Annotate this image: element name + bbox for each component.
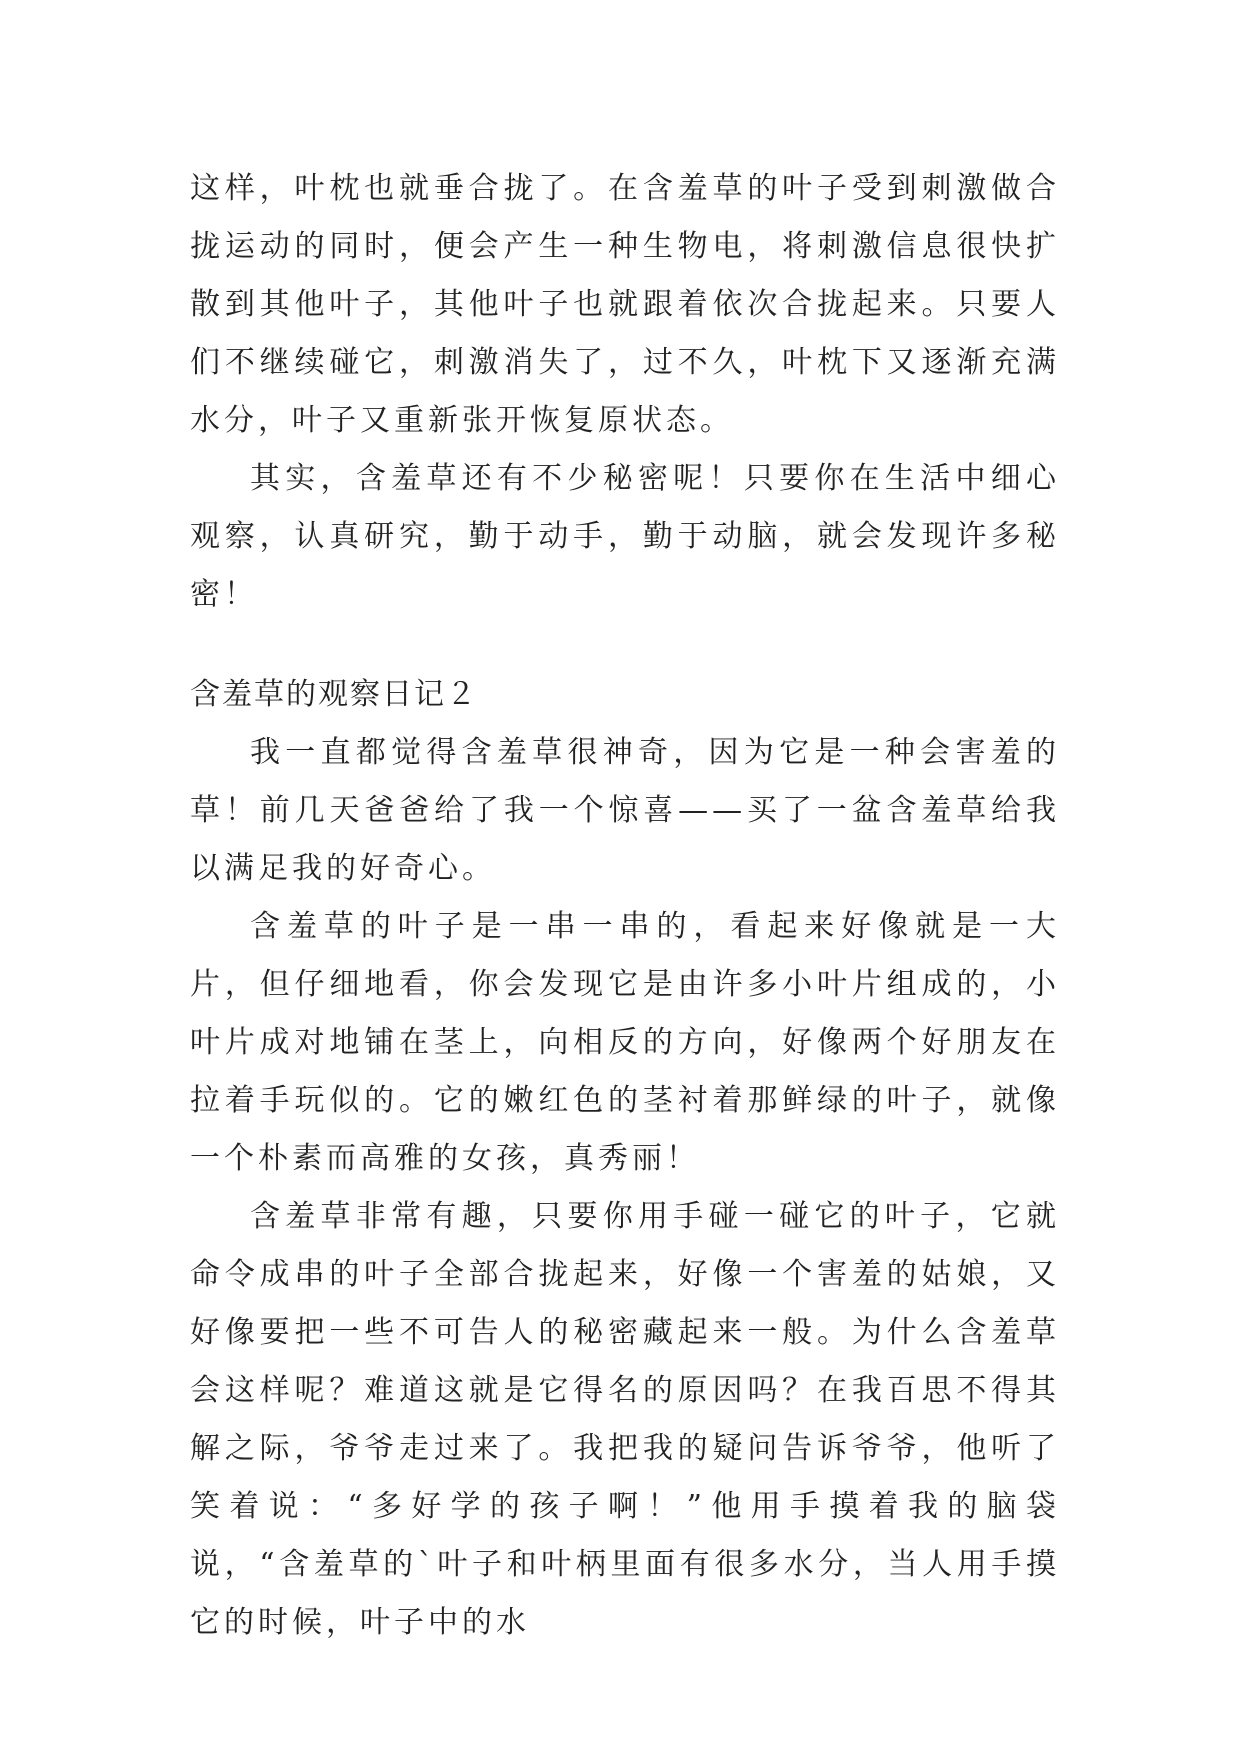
- paragraph-secrets: 其实，含羞草还有不少秘密呢！只要你在生活中细心观察，认真研究，勤于动手，勤于动脑，就会发现许多秘密！: [190, 461, 1060, 612]
- document-body: [190, 160, 1060, 1652]
- paragraph-leaf-description: 含羞草的叶子是一串一串的，看起来好像就是一大片，但仔细地看，你会发现它是由许多小叶片组成的，小叶片成对地铺在茎上，向相反的方向，好像两个好朋友在拉着手玩似的。它的嫩红色的茎衬着那鲜绿的叶子，就像一个朴素而高雅的女孩，真秀丽！: [190, 909, 1060, 1176]
- section-title: 含羞草的观察日记２: [190, 677, 478, 712]
- paragraph-leaf-closing: 这样，叶枕也就垂合拢了。在含羞草的叶子受到刺激做合拢运动的同时，便会产生一种生物电，将刺激信息很快扩散到其他叶子，其他叶子也就跟着依次合拢起来。只要人们不继续碰它，刺激消失了，过不久，叶枕下又逐渐充满水分，叶子又重新张开恢复原状态。: [190, 171, 1060, 438]
- paragraph-touch-reaction: 含羞草非常有趣，只要你用手碰一碰它的叶子，它就命令成串的叶子全部合拢起来，好像一个害羞的姑娘，又好像要把一些不可告人的秘密藏起来一般。为什么含羞草会这样呢？难道这就是它得名的原因吗？在我百思不得其解之际，爷爷走过来了。我把我的疑问告诉爷爷，他听了笑着说：“多好学的孩子啊！”他用手摸着我的脑袋说，“含羞草的`叶子和叶柄里面有很多水分，当人用手摸它的时候，叶子中的水: [190, 1199, 1060, 1640]
- paragraph-intro: 我一直都觉得含羞草很神奇，因为它是一种会害羞的草！前几天爸爸给了我一个惊喜——买了一盆含羞草给我以满足我的好奇心。: [190, 735, 1060, 886]
